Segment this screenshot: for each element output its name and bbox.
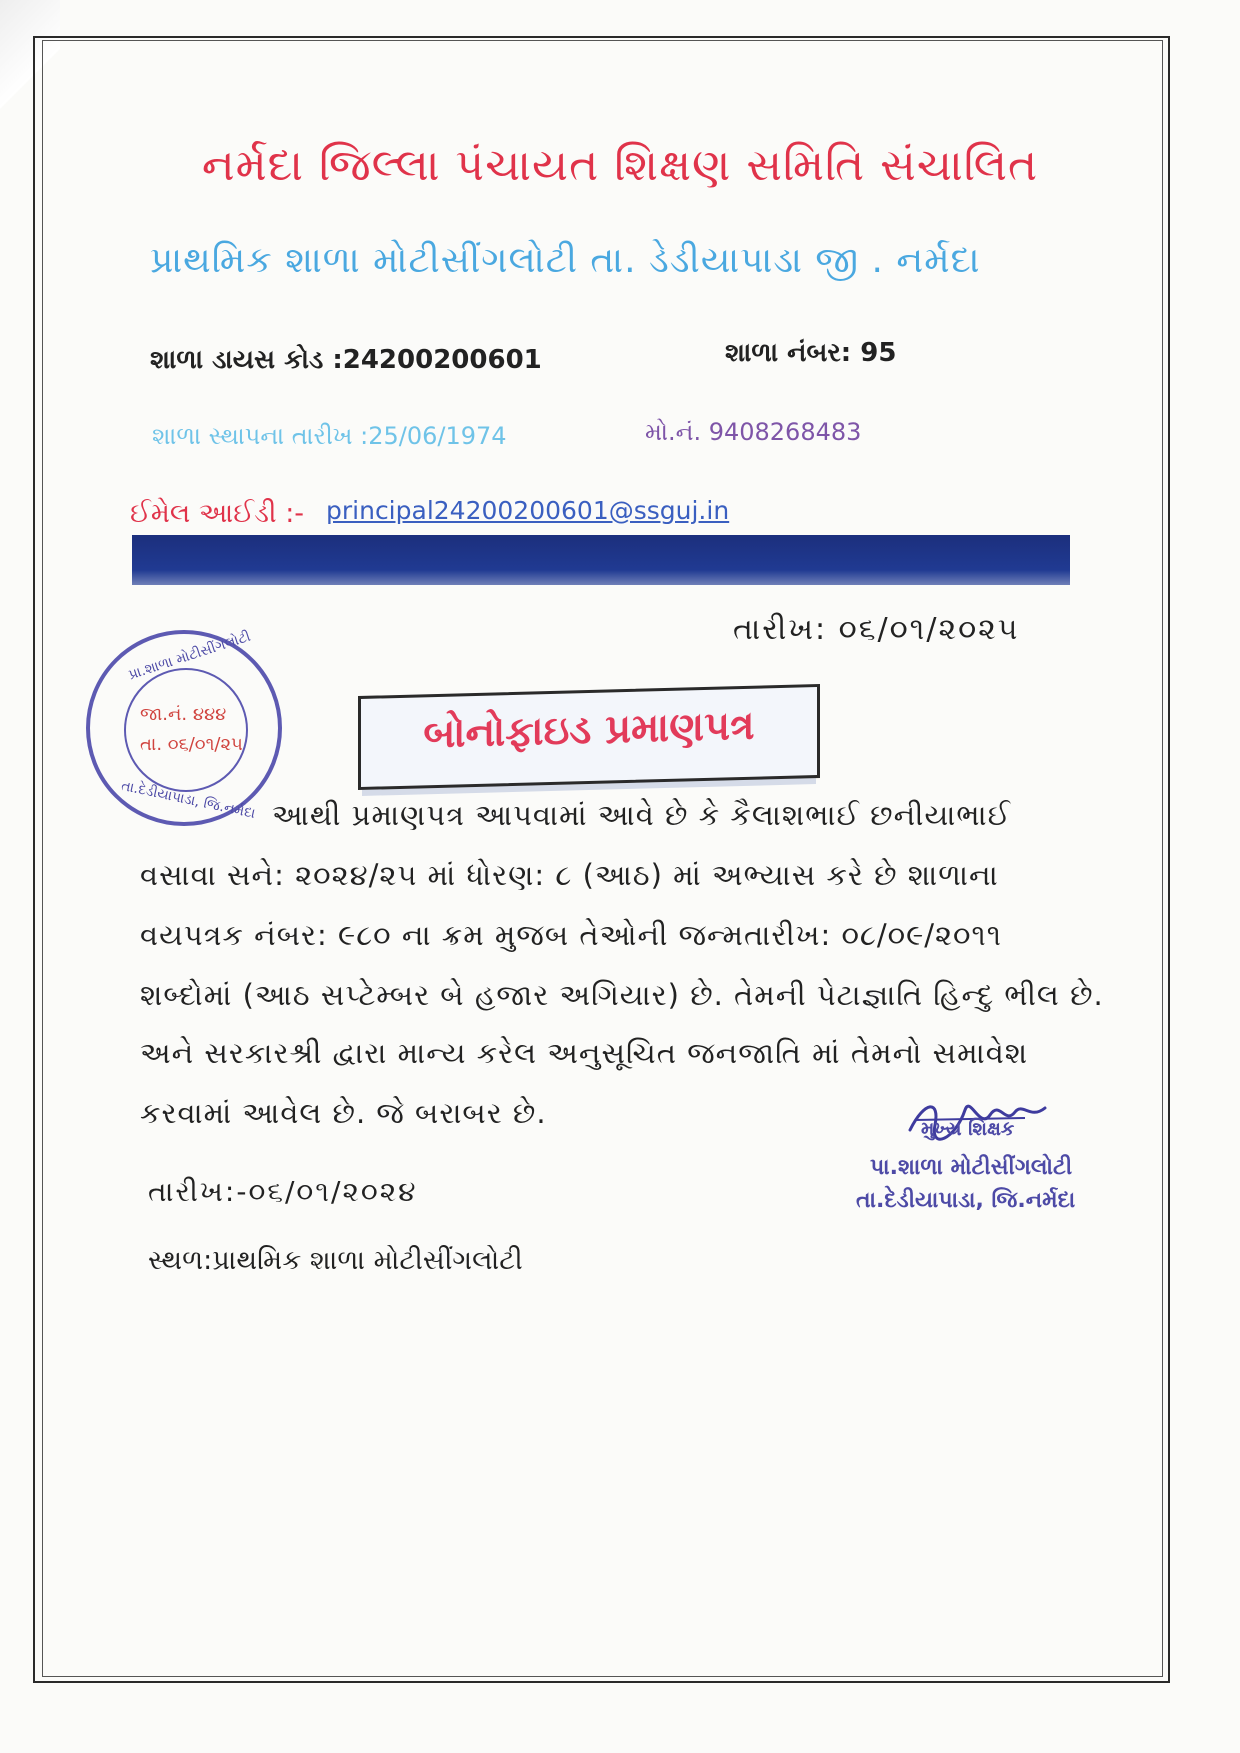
stamp-bottom-text: તા.દેડીયાપાડા, જિ.નર્મદા: [119, 777, 257, 823]
body-line: આથી પ્રમાણપત્ર આપવામાં આવે છે કે કૈલાશભાઈ છનીયાભાઈ: [272, 798, 1012, 832]
header-divider-bar: [132, 535, 1070, 585]
mobile-number: મો.નં. 9408268483: [645, 418, 862, 446]
stamp-inner-ring: [124, 668, 248, 792]
email-link[interactable]: principal24200200601@ssguj.in: [326, 496, 730, 525]
certificate-title-banner: [358, 684, 820, 790]
signature-place: તા.દેડીયાપાડા, જિ.નર્મદા: [856, 1188, 1076, 1213]
dise-code: શાળા ડાયસ કોડ :24200200601: [150, 345, 542, 375]
signature-title: મુખ્ય શિક્ષક: [921, 1118, 1015, 1140]
stamp-inward-number: જા.નં. ૪૪૪: [140, 704, 227, 725]
established-date: શાળા સ્થાપના તારીખ :25/06/1974: [152, 422, 507, 450]
school-stamp: [86, 630, 282, 826]
body-line: કરવામાં આવેલ છે. જે બરાબર છે.: [140, 1096, 547, 1130]
body-line: અને સરકારશ્રી દ્વારા માન્ય કરેલ અનુસૂચિત જનજાતિ માં તેમનો સમાવેશ: [140, 1036, 1029, 1070]
body-line: શબ્દોમાં (આઠ સપ્ટેમ્બર બે હજાર અગિયાર) છે. તેમની પેટાજ્ઞાતિ હિન્દુ ભીલ છે.: [140, 978, 1104, 1012]
issue-date: તારીખ:-૦૬/૦૧/૨૦૨૪: [148, 1175, 418, 1208]
certificate-date: તારીખ: ૦૬/૦૧/૨૦૨૫: [733, 612, 1020, 647]
school-name-heading: પ્રાથમિક શાળા મોટીસીંગલોટી તા. ડેડીયાપાડા જી . નર્મદા: [150, 240, 981, 281]
school-number: શાળા નંબર: 95: [725, 338, 897, 368]
organization-heading: નર્મદા જિલ્લા પંચાયત શિક્ષણ સમિતિ સંચાલિત: [201, 140, 1039, 191]
stamp-date: તા. ૦૬/૦૧/૨૫: [140, 734, 243, 755]
stamp-top-text: પ્રા.શાળા મોટીસીંગલોટી: [126, 628, 253, 684]
issue-place: સ્થળ:પ્રાથમિક શાળા મોટીસીંગલોટી: [148, 1245, 523, 1276]
body-line: વસાવા સને: ૨૦૨૪/૨૫ માં ધોરણ: ૮ (આઠ) માં અભ્યાસ કરે છે શાળાના: [140, 858, 999, 892]
email-label: ઈમેલ આઈડી :-: [130, 498, 305, 529]
signature-school: પા.શાળા મોટીસીંગલોટી: [870, 1155, 1073, 1180]
body-line: વયપત્રક નંબર: ૯૮૦ ના ક્રમ મુજબ તેઓની જન્મતારીખ: ૦૮/૦૯/૨૦૧૧: [140, 918, 1002, 952]
certificate-title: બોનોફાઇડ પ્રમાણપત્ર: [423, 702, 755, 758]
